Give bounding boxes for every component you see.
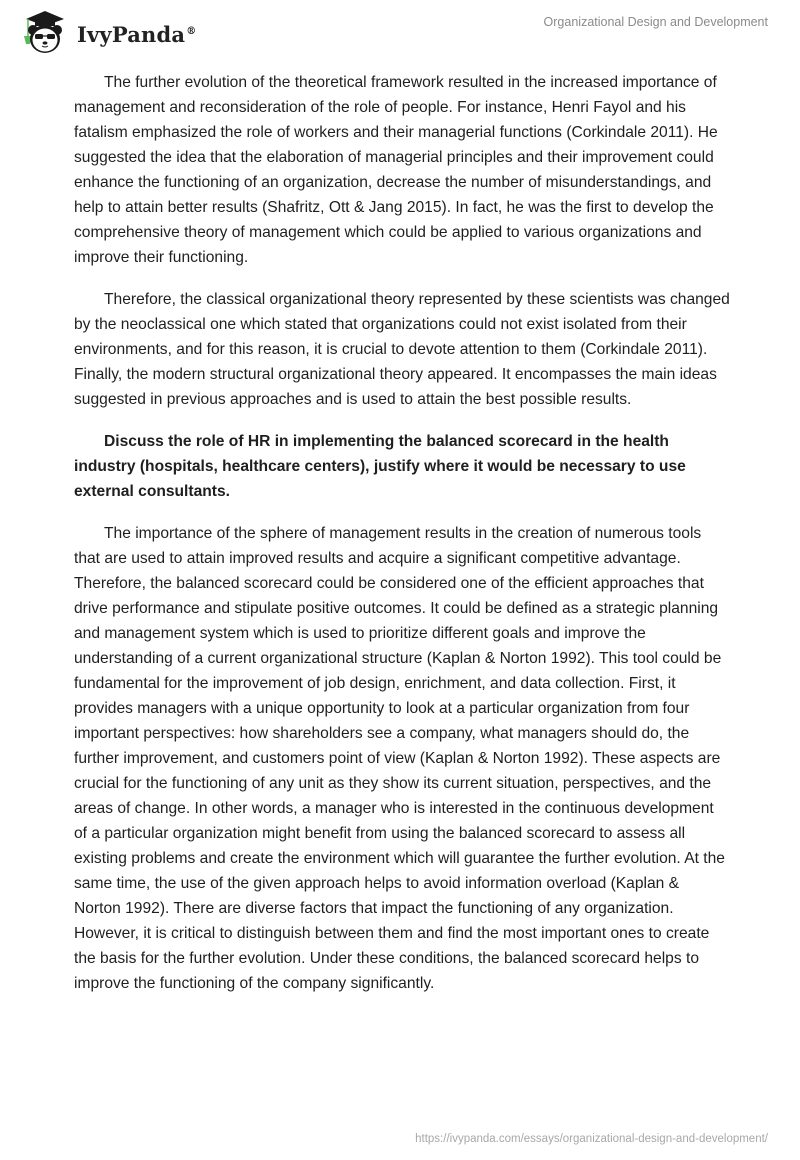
panda-graduate-icon bbox=[18, 8, 70, 56]
ivypanda-logo[interactable] bbox=[18, 8, 196, 56]
brand-name: IvyPanda® bbox=[77, 21, 197, 47]
page-header bbox=[0, 0, 800, 56]
essay-body bbox=[74, 70, 730, 1013]
paragraph: The importance of the sphere of management results in the creation of numerous tools that are used to attain improved results and acquire a significant competitive advantage. Therefore, the balanced scorecard could be considered one of the efficient approaches that drive performance and stipulate positive outcomes. It could be defined as a strategic planning and management system which is used to prioritize different goals and improve the understanding of a current organizational structure (Kaplan & Norton 1992). This tool could be fundamental for the improvement of job design, enrichment, and data collection. First, it provides managers with a unique opportunity to look at a particular organization from four important perspectives: how shareholders see a company, what managers should do, the further improvement, and customers point of view (Kaplan & Norton 1992). These aspects are crucial for the functioning of any unit as they show its current situation, perspectives, and the areas of change. In other words, a manager who is interested in the continuous development of a particular organization might benefit from using the balanced scorecard to assess all existing problems and create the environment which will guarantee the further evolution. At the same time, the use of the given approach helps to avoid information overload (Kaplan & Norton 1992). There are diverse factors that impact the functioning of any organization. However, it is critical to distinguish between them and find the most important ones to create the basis for the further evolution. Under these conditions, the balanced scorecard helps to improve the functioning of the company significantly. bbox=[74, 525, 725, 992]
paragraph: Therefore, the classical organizational theory represented by these scientists was changed by the neoclassical one which stated that organizations could not exist isolated from their environments, and for this reason, it is crucial to devote attention to them (Corkindale 2011). Finally, the modern structural organizational theory appeared. It encompasses the main ideas suggested in previous approaches and is used to attain the best possible results. bbox=[74, 291, 730, 408]
question-heading: Discuss the role of HR in implementing the balanced scorecard in the health industry (hospitals, healthcare centers), justify where it would be necessary to use external consultants. bbox=[74, 433, 686, 500]
paragraph: The further evolution of the theoretical framework resulted in the increased importance of management and reconsideration of the role of people. For instance, Henri Fayol and his fatalism emphasized the role of workers and their managerial functions (Corkindale 2011). He suggested the idea that the elaboration of managerial principles and their improvement could enhance the functioning of an organization, decrease the number of misunderstandings, and help to attain better results (Shafritz, Ott & Jang 2015). In fact, he was the first to develop the comprehensive theory of management which could be applied to various organizations and improve their functioning. bbox=[74, 74, 718, 266]
source-url[interactable]: https://ivypanda.com/essays/organizational-design-and-development/ bbox=[415, 1133, 768, 1145]
document-title: Organizational Design and Development bbox=[543, 15, 768, 29]
